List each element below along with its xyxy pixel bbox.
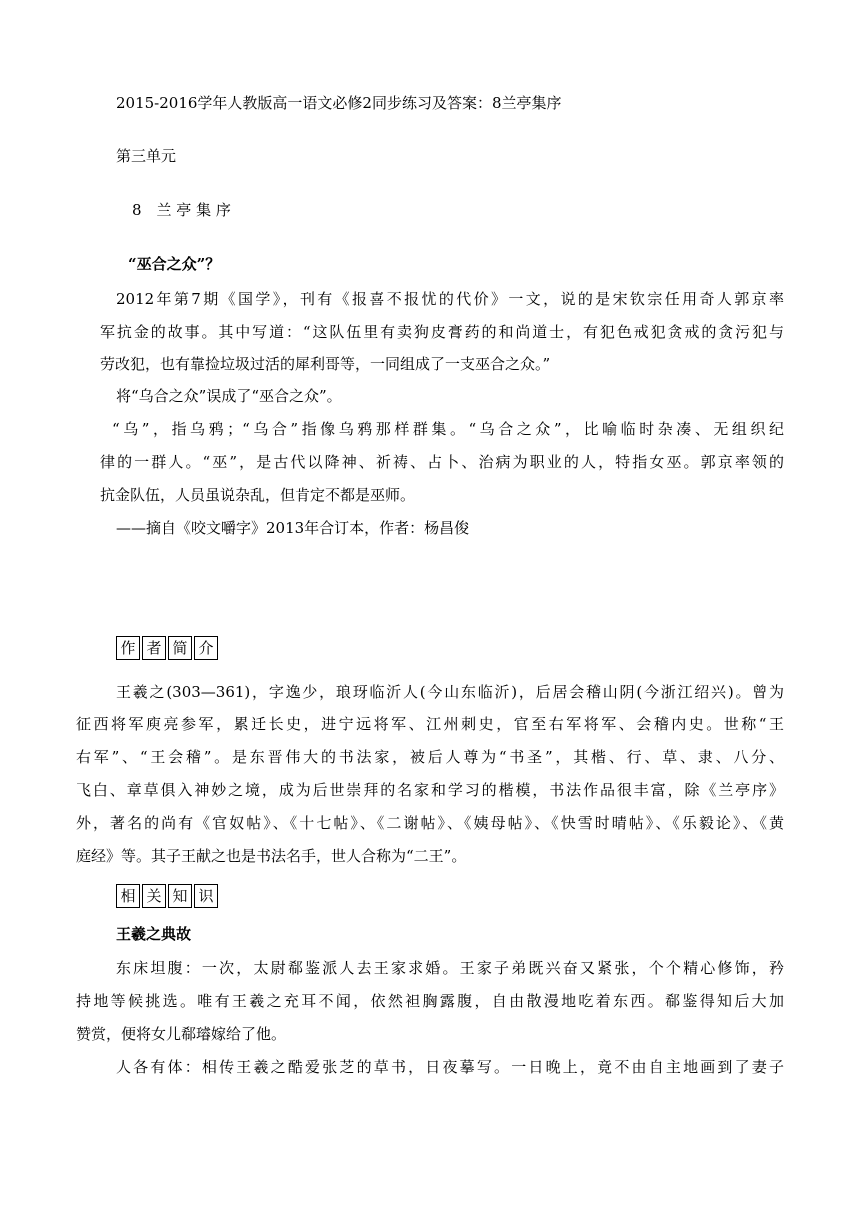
- lesson-title: 8 兰 亭 集 序: [132, 201, 231, 219]
- story-line: 人各有体：相传王羲之酷爱张芝的草书，日夜摹写。一日晚上，竟不由自主地画到了妻子: [116, 1058, 784, 1076]
- label-char: 者: [142, 636, 166, 660]
- knowledge-subheading: 王羲之典故: [116, 925, 192, 943]
- story-line: 赞赏，便将女儿郗璿嫁给了他。: [76, 1025, 287, 1043]
- unit-label: 第三单元: [116, 147, 177, 165]
- related-knowledge-label: [116, 884, 218, 908]
- label-char: 作: [116, 636, 140, 660]
- author-intro-line: 飞白、章草俱入神妙之境，成为后世崇拜的名家和学习的楷模，书法作品很丰富，除《兰亭序》: [76, 781, 784, 799]
- article-source: ——摘自《咬文嚼字》2013年合订本，作者：杨昌俊: [116, 519, 470, 537]
- author-intro-line: 右军”、“王会稽”。是东晋伟大的书法家，被后人尊为“书圣”，其楷、行、草、隶、八分、: [76, 748, 784, 766]
- article-para3-line1: “乌”，指乌鸦；“乌合”指像乌鸦那样群集。“乌合之众”，比喻临时杂凑、无组织纪: [112, 420, 784, 438]
- label-char: 相: [116, 884, 140, 908]
- label-char: 关: [142, 884, 166, 908]
- document-title: 2015-2016学年人教版高一语文必修2同步练习及答案：8兰亭集序: [116, 94, 562, 112]
- article-para3-line3: 抗金队伍，人员虽说杂乱，但肯定不都是巫师。: [100, 486, 416, 504]
- author-intro-line: 外，著名的尚有《官奴帖》、《十七帖》、《二谢帖》、《姨母帖》、《快雪时晴帖》、《乐毅论》、《黄: [76, 814, 784, 832]
- label-char: 介: [194, 636, 218, 660]
- story-line: 东床坦腹：一次，太尉郗鉴派人去王家求婚。王家子弟既兴奋又紧张，个个精心修饰，矜: [116, 959, 784, 977]
- label-char: 简: [168, 636, 192, 660]
- author-intro-line: 王羲之(303—361)，字逸少，琅玡临沂人(今山东临沂)，后居会稽山阴(今浙江绍兴)。曾为: [116, 683, 784, 701]
- article-para2: 将“乌合之众”误成了“巫合之众”。: [116, 387, 342, 405]
- author-intro-label: [116, 636, 218, 660]
- article-para3-line2: 律的一群人。“巫”，是古代以降神、祈祷、占卜、治病为职业的人，特指女巫。郭京率领的: [100, 453, 784, 471]
- label-char: 知: [168, 884, 192, 908]
- author-intro-line: 征西将军庾亮参军，累迁长史，进宁远将军、江州刺史，官至右军将军、会稽内史。世称“王: [76, 715, 784, 733]
- author-intro-line: 庭经》等。其子王献之也是书法名手，世人合称为“二王”。: [76, 847, 467, 865]
- article-heading: “巫合之众”？: [128, 255, 221, 273]
- article-para1-line2: 军抗金的故事。其中写道：“这队伍里有卖狗皮膏药的和尚道士，有犯色戒犯贪戒的贪污犯与: [100, 323, 784, 341]
- article-para1-line1: 2012年第7期《国学》，刊有《报喜不报忧的代价》一文，说的是宋钦宗任用奇人郭京率: [116, 290, 784, 308]
- article-para1-line3: 劳改犯，也有靠捡垃圾过活的犀利哥等，一同组成了一支巫合之众。”: [100, 355, 551, 373]
- label-char: 识: [194, 884, 218, 908]
- story-line: 持地等候挑选。唯有王羲之充耳不闻，依然袒胸露腹，自由散漫地吃着东西。郗鉴得知后大加: [76, 992, 784, 1010]
